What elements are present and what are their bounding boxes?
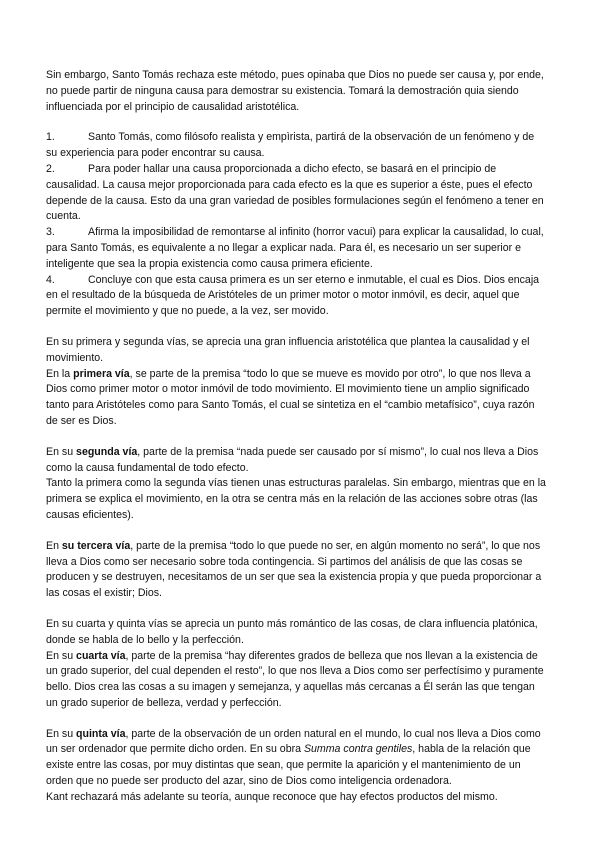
text-run: En [46, 539, 62, 552]
list-text: Afirma la imposibilidad de remontarse al infinito (horror vacui) para explicar la causalidad, lo cual, para Santo Tomás, es equivalente a no llegar a explicar nada. Para él, es necesario un ser superior e inteligente que sea la propia existencia como causa primera eficiente. [46, 226, 544, 270]
text-run: En su [46, 445, 77, 458]
list-number: 4. [46, 273, 55, 286]
quinta-via-heading: quinta vía [76, 727, 126, 740]
book-title: Summa contra gentiles [303, 743, 413, 756]
segunda-via-paragraph [46, 445, 548, 477]
text-run: En su [46, 727, 77, 740]
vias-1-2-intro: En su primera y segunda vías, se aprecia una gran influencia aristotélica que plantea la causalidad y el movimiento. [46, 335, 530, 364]
list-item [46, 162, 548, 225]
list-item [46, 273, 548, 320]
segunda-via-heading: segunda vía [76, 445, 138, 458]
cuarta-via-heading: cuarta vía [76, 649, 126, 662]
spacer [46, 115, 548, 130]
primera-via-paragraph [46, 367, 548, 430]
list-number: 2. [46, 162, 55, 175]
spacer [46, 602, 548, 617]
kant-paragraph: Kant rechazará más adelante su teoría, aunque reconoce que hay efectos productos del mismo. [46, 790, 498, 803]
list-item [46, 225, 548, 272]
spacer [46, 524, 548, 539]
list-text: Para poder hallar una causa proporcionada a dicho efecto, se basará en el principio de causalidad. La causa mejor proporcionada para cada efecto es la que es superior a éste, pues el efecto depende de la causa. Esto da una gran variedad de posibles formulaciones según el fenómeno a tener en cuenta. [46, 162, 544, 223]
list-text: Concluye con que esta causa primera es un ser eterno e inmutable, el cual es Dios. Dios encaja en el resultado de la búsqueda de Aristóteles de un primer motor o motor inmóvil, es decir, aquel que permite el movimiento y que no puede, a la vez, ser movido. [46, 273, 540, 318]
primera-via-heading: primera vía [73, 367, 130, 380]
comparison-paragraph: Tanto la primera como la segunda vías tienen unas estructuras paralelas. Sin embargo, mientras que en la primera se explica el movimiento, en la otra se centra más en la relación de las acciones sobre otras (las causas eficientes). [46, 477, 546, 521]
list-item [46, 130, 548, 162]
list-text: Santo Tomás, como filósofo realista y empìrista, partirá de la observación de un fenómeno y de su experiencia para poder encontrar su causa. [46, 131, 535, 160]
text-run: , parte de la premisa “todo lo que puede no ser, en algún momento no será”, lo que nos lleva a Dios como ser necesario sobre toda contingencia. Si partimos del análisis de que las cosas se producen y se destruyen, necesitamos de un ser que sea la existencia propia y que pueda proporcionar a las cosas el existir; Dios. [46, 539, 542, 600]
list-number: 1. [46, 131, 55, 144]
tercera-via-paragraph [46, 539, 548, 602]
spacer [46, 712, 548, 727]
text-run: , parte de la premisa “nada puede ser causado por sí mismo”, lo cual nos lleva a Dios como la causa fundamental de todo efecto. [46, 445, 539, 474]
numbered-list [46, 130, 548, 320]
text-run: , se parte de la premisa “todo lo que se mueve es movido por otro”, lo que nos lleva a Dios como primer motor o motor inmóvil de todo movimiento. El movimiento tiene un amplio significado tanto para Aristóteles como para Santo Tomás, el cual se sintetiza en el “cambio metafísico”, cuya razón de ser es Dios. [46, 367, 535, 427]
intro-paragraph: Sin embargo, Santo Tomás rechaza este método, pues opinaba que Dios no puede ser causa y, por ende, no puede partir de ninguna causa para demostrar su existencia. Tomará la demostración quia siendo influenciada por el principio de causalidad aristotélica. [46, 69, 544, 113]
text-run: , parte de la premisa “hay diferentes grados de belleza que nos llevan a la existencia de un grado superior, del cual dependen el resto”, lo que nos lleva a Dios como ser perfectísimo y puramente bello. Dios crea las cosas a su imagen y semejanza, y aquellas más cercanas a Él serán las que tengan un grado superior de belleza, verdad y perfección. [46, 649, 544, 709]
vias-4-5-intro: En su cuarta y quinta vías se aprecia un punto más romántico de las cosas, de clara influencia platónica, donde se habla de lo bello y la perfección. [46, 617, 538, 646]
spacer [46, 320, 548, 335]
spacer [46, 430, 548, 445]
text-run: , habla de la relación que existe entre las cosas, por muy distintas que sean, que permite la aparición y el mantenimiento de un orden que no puede ser producto del azar, sino de Dios como inteligencia ordenadora. [46, 743, 531, 788]
quinta-via-paragraph [46, 727, 548, 790]
text-run: , parte de la observación de un orden natural en el mundo, lo cual nos lleva a Dios como un ser ordenador que permite dicho orden. En su obra [46, 727, 541, 756]
text-run: En su [46, 649, 77, 662]
text-run: En la [46, 367, 74, 380]
cuarta-via-paragraph [46, 649, 548, 712]
tercera-via-heading: su tercera vía [61, 539, 131, 552]
list-number: 3. [46, 226, 55, 239]
